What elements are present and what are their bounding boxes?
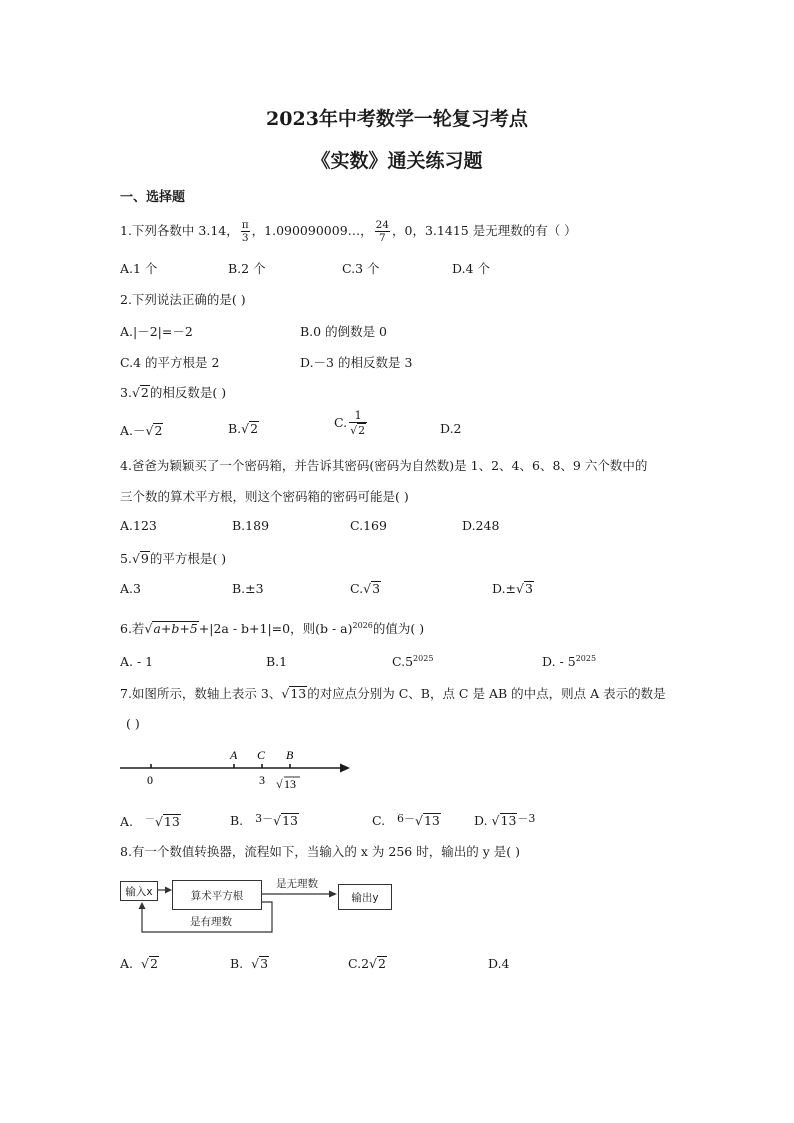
q6-stem-mid: +|2a - b+1|=0，则(b - a) xyxy=(198,621,353,636)
q6-option-b: B.1 xyxy=(266,654,288,669)
q1-f-den: 7 xyxy=(375,231,390,244)
q5-d-radicand: 3 xyxy=(525,581,533,596)
label-sqrt-sign: √ xyxy=(276,777,283,791)
q6-stem-radicand: a+b+5 xyxy=(153,621,198,636)
q5-c-radicand: 3 xyxy=(372,581,381,596)
q7-stem-post: 的对应点分别为 C、B，点 C 是 AB 的中点，则点 A 表示的数是 xyxy=(307,686,666,701)
q1-pi-den: 3 xyxy=(241,232,249,244)
label-b: B xyxy=(286,748,294,762)
q6-stem-pre: 6.若 xyxy=(120,621,145,636)
q3-b-radicand: 2 xyxy=(250,421,259,436)
q6-d-pre: D. - 5 xyxy=(542,654,576,670)
q7-answer-paren: ( ) xyxy=(126,716,140,731)
q6-stem-post: 的值为( ) xyxy=(372,621,425,636)
q7-d-tail: －3 xyxy=(517,812,536,825)
q7-option-b: B. 3－√13 xyxy=(230,812,298,828)
q1-fraction-24-7 xyxy=(375,219,390,244)
label-a: A xyxy=(230,748,238,762)
q7-b-radicand: 13 xyxy=(282,813,298,828)
q7-c-lead: 6－ xyxy=(397,812,416,825)
q1-option-c: C.3 个 xyxy=(342,261,380,276)
q7-stem-radicand: 13 xyxy=(290,686,307,701)
q7-a-radicand: 13 xyxy=(163,814,180,829)
q3-c-fraction xyxy=(349,410,367,437)
number-line-figure xyxy=(118,744,358,796)
q8-a-pre: A. xyxy=(120,956,134,971)
q8-b-radicand: 3 xyxy=(260,956,269,971)
q6-stem-exponent: 2026 xyxy=(352,620,373,630)
label-sqrt-13: 13 xyxy=(284,777,296,791)
question-6-stem: 6.若√a+b+5+|2a - b+1|=0，则(b - a)$^{2026}$的值为( ) xyxy=(120,620,425,636)
q5-stem-pre: 5. xyxy=(120,551,132,566)
q3-c-pre: C. xyxy=(334,415,348,430)
section-heading: 一、选择题 xyxy=(120,190,186,205)
q4-option-d: D.248 xyxy=(462,518,500,533)
q3-option-c xyxy=(334,410,369,437)
arrowhead-icon xyxy=(329,891,337,898)
q7-b-pre: B. xyxy=(230,813,244,828)
q3-c-num: 1 xyxy=(354,409,362,422)
q3-stem-pre: 3. xyxy=(120,385,132,400)
q2-option-c: C.4 的平方根是 2 xyxy=(120,355,220,370)
question-3-stem: 3.√2的相反数是( ) xyxy=(120,385,227,400)
question-1-stem xyxy=(120,215,577,247)
q1-suffix: ，0，3.1415 是无理数的有（ ） xyxy=(392,223,577,238)
q3-stem-radicand: 2 xyxy=(140,385,149,400)
page-subtitle: 《实数》通关练习题 xyxy=(311,150,483,172)
q5-option-d: D.±√3 xyxy=(492,581,533,596)
q7-c-radicand: 13 xyxy=(423,813,440,828)
q3-option-a: A.－√2 xyxy=(120,423,163,438)
q5-stem-post: 的平方根是( ) xyxy=(149,551,227,566)
q5-d-pre: D.± xyxy=(492,581,517,596)
flow-input-box: 输入x xyxy=(120,881,158,901)
arrowhead-up-icon xyxy=(139,902,146,909)
q6-d-exponent: 2025 xyxy=(575,654,597,663)
question-8-stem: 8.有一个数值转换器，流程如下，当输入的 x 为 256 时，输出的 y 是( ) xyxy=(120,844,520,859)
q3-a-pre: A.－ xyxy=(120,423,146,438)
q6-option-d xyxy=(542,654,596,669)
q3-c-radicand: 2 xyxy=(358,424,366,437)
q1-f-num: 24 xyxy=(375,219,390,231)
q1-option-a: A.1 个 xyxy=(120,261,158,276)
q1-pi-num: π xyxy=(241,219,249,231)
q8-option-d: D.4 xyxy=(488,956,510,971)
q5-option-b: B.±3 xyxy=(232,581,264,596)
q3-c-den: √2 xyxy=(350,424,366,437)
q5-option-a: A.3 xyxy=(120,581,141,596)
q5-stem-radicand: 9 xyxy=(140,551,149,566)
question-7-stem: 7.如图所示，数轴上表示 3、√13的对应点分别为 C、B，点 C 是 AB 的中点，则点 A 表示的数是 xyxy=(120,686,666,701)
q1-option-b: B.2 个 xyxy=(228,261,266,276)
q7-d-radicand: 13 xyxy=(500,813,517,828)
q6-option-c xyxy=(392,654,433,669)
q1-prefix: 1.下列各数中 3.14， xyxy=(120,223,239,238)
q6-option-a: A. - 1 xyxy=(120,654,154,669)
flow-rational-label: 是有理数 xyxy=(190,916,232,928)
q1-fraction-pi xyxy=(241,219,250,244)
flow-irrational-label: 是无理数 xyxy=(276,878,318,890)
q5-option-c: C.√3 xyxy=(350,581,381,596)
question-5-stem: 5.√9的平方根是( ) xyxy=(120,551,227,566)
flow-output-box: 输出y xyxy=(338,884,392,910)
question-4-line2: 三个数的算术平方根，则这个密码箱的密码可能是( ) xyxy=(120,489,409,504)
page-title: 2023年中考数学一轮复习考点 xyxy=(266,108,528,130)
question-4-line1: 4.爸爸为颖颖买了一个密码箱，并告诉其密码(密码为自然数)是 1、2、4、6、8、9 六个数中的 xyxy=(120,458,648,473)
q6-c-exponent: 2025 xyxy=(413,654,434,663)
label-c: C xyxy=(257,748,266,762)
q7-option-c: C. 6－√13 xyxy=(372,812,440,828)
q7-a-pre: A. xyxy=(120,814,134,829)
label-zero: 0 xyxy=(147,773,153,787)
q3-stem-post: 的相反数是( ) xyxy=(149,385,227,400)
q7-option-a: A. －√13 xyxy=(120,814,180,829)
flow-sqrt-box: 算术平方根 xyxy=(172,880,262,910)
q4-option-b: B.189 xyxy=(232,518,270,533)
q8-option-b: B. √3 xyxy=(230,956,269,971)
q3-option-d: D.2 xyxy=(440,421,462,436)
q4-option-c: C.169 xyxy=(350,518,387,533)
q1-option-d: D.4 个 xyxy=(452,261,490,276)
arrow-right-icon xyxy=(340,764,350,773)
q2-option-a: A.|－2|=－2 xyxy=(120,324,193,339)
q7-d-pre: D. xyxy=(474,813,488,828)
arrowhead-icon xyxy=(165,887,172,894)
q2-option-b: B.0 的倒数是 0 xyxy=(300,324,388,339)
q8-b-pre: B. xyxy=(230,956,244,971)
q1-mid: ，1.090090009…， xyxy=(251,223,373,238)
q3-b-pre: B. xyxy=(228,421,242,436)
q2-option-d: D.－3 的相反数是 3 xyxy=(300,355,413,370)
q8-c-pre: C.2 xyxy=(348,956,370,971)
q7-stem-pre: 7.如图所示，数轴上表示 3、 xyxy=(120,686,282,701)
q8-option-a: A. √2 xyxy=(120,956,158,971)
question-2-stem: 2.下列说法正确的是( ) xyxy=(120,292,246,307)
q3-a-radicand: 2 xyxy=(154,423,163,438)
q7-a-minus: － xyxy=(144,814,155,825)
q7-c-pre: C. xyxy=(372,813,386,828)
q7-option-d: D. √13－3 xyxy=(474,812,536,828)
q4-option-a: A.123 xyxy=(120,518,157,533)
q5-c-pre: C. xyxy=(350,581,364,596)
q8-c-radicand: 2 xyxy=(378,956,386,971)
label-three: 3 xyxy=(259,773,265,787)
q8-a-radicand: 2 xyxy=(149,956,158,971)
q3-option-b: B.√2 xyxy=(228,421,259,436)
q7-b-lead: 3－ xyxy=(255,812,274,825)
q6-c-pre: C.5 xyxy=(392,654,414,670)
q8-option-c: C.2√2 xyxy=(348,956,386,971)
